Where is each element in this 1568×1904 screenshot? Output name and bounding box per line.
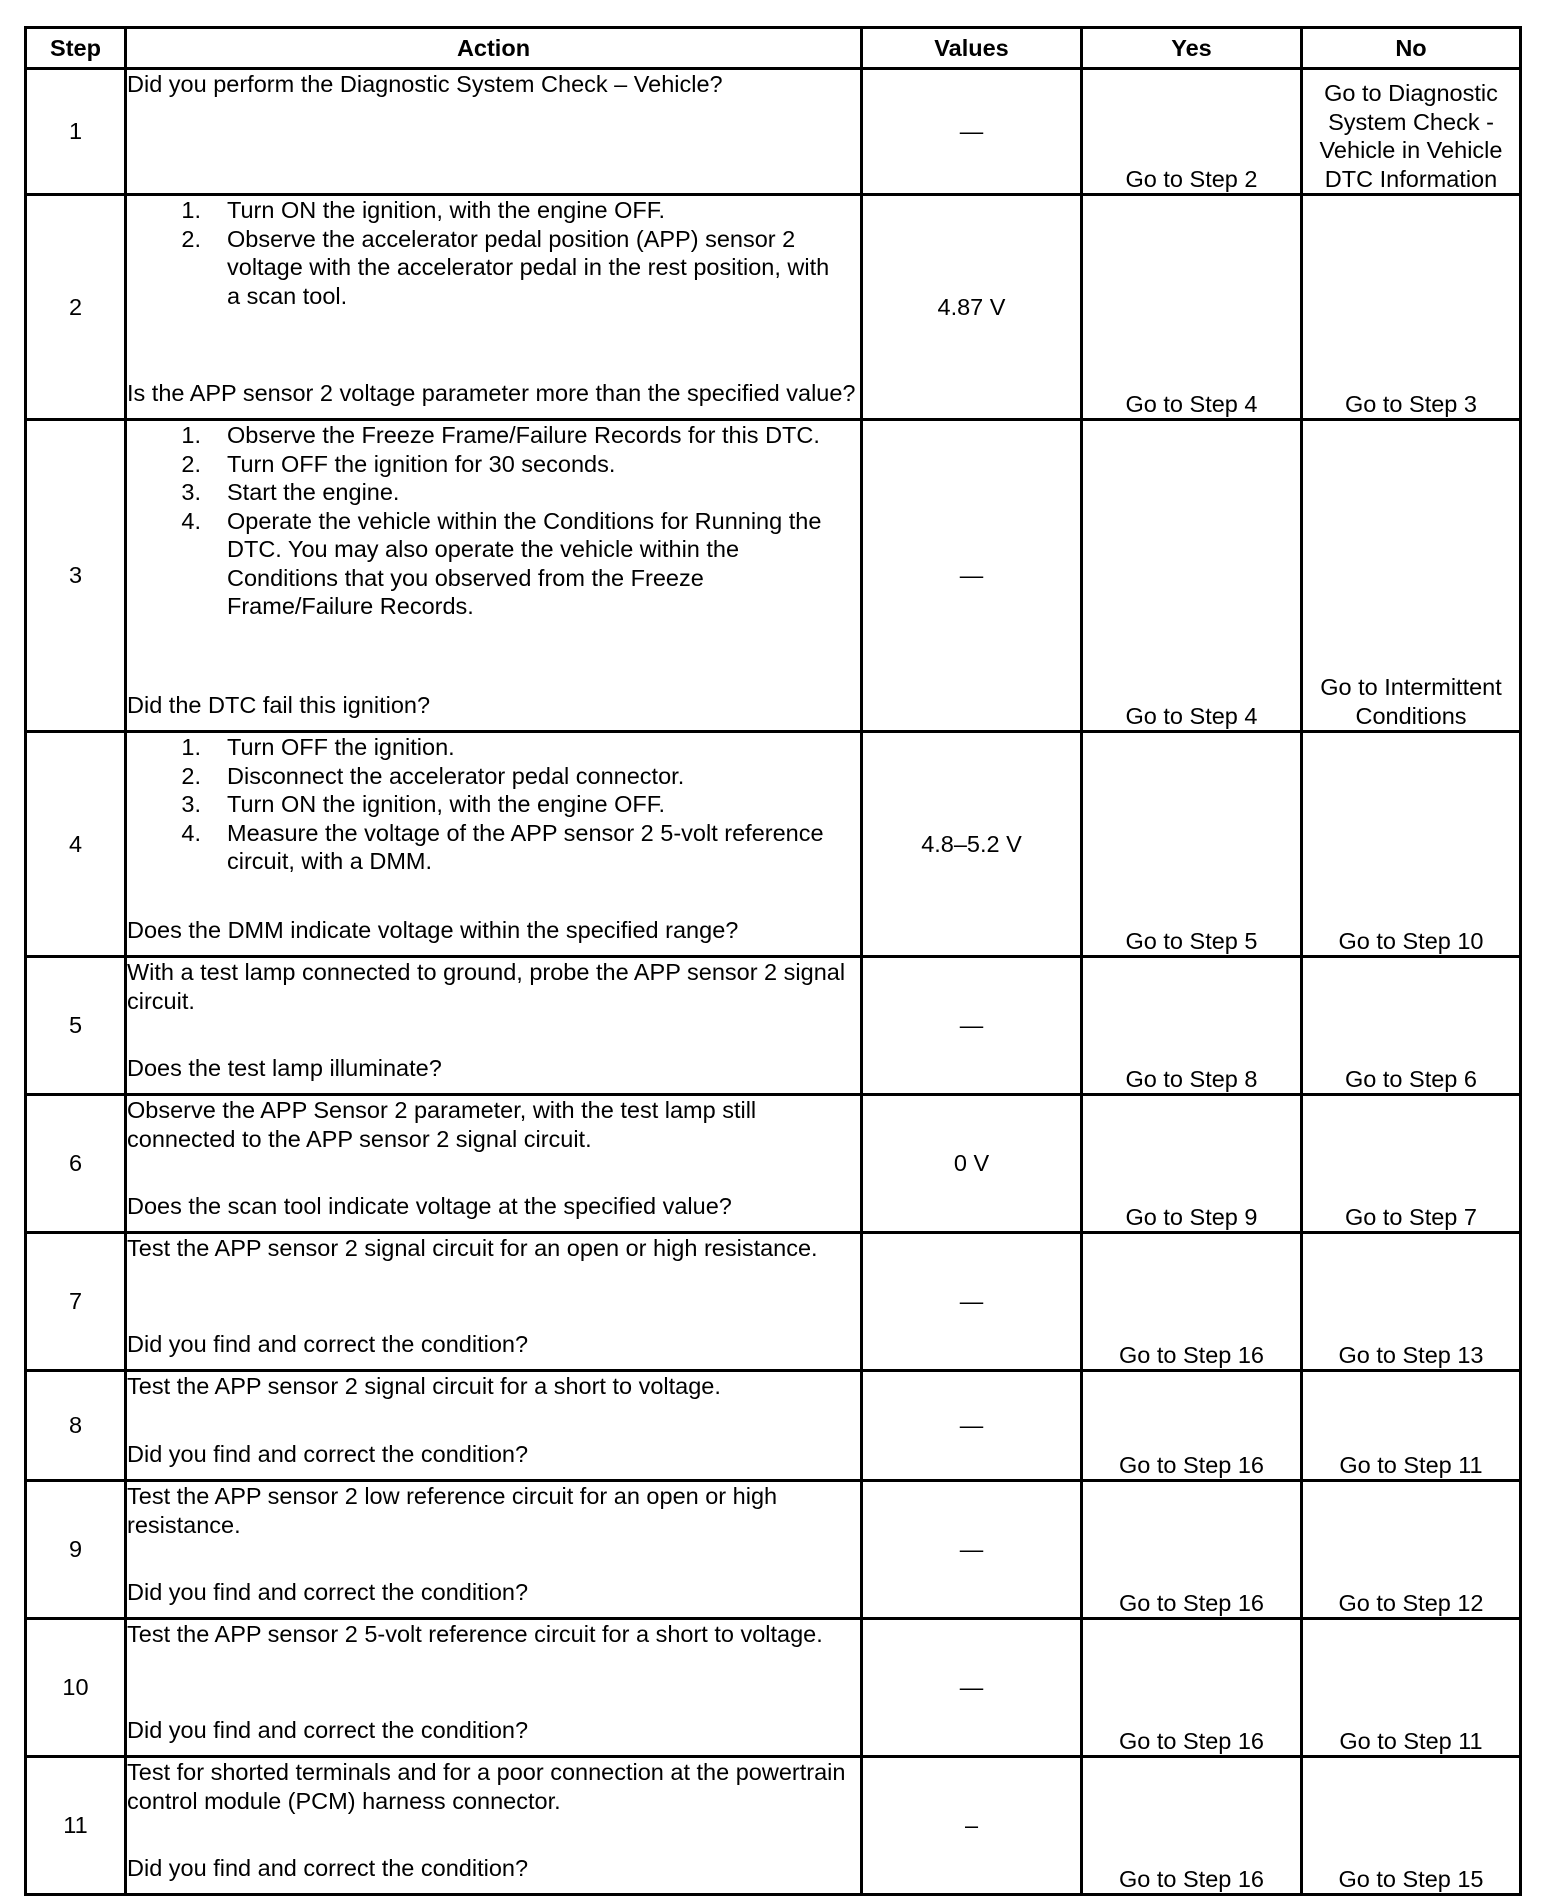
yes-cell: Go to Step 16 — [1082, 1371, 1302, 1481]
no-cell: Go to Step 6 — [1302, 957, 1521, 1095]
table-row — [26, 420, 1521, 732]
value-cell: — — [862, 1233, 1082, 1371]
action-question: Does the DMM indicate voltage within the specified range? — [127, 916, 739, 943]
action-question: Is the APP sensor 2 voltage parameter more than the specified value? — [127, 379, 856, 406]
header-yes: Yes — [1082, 28, 1302, 69]
no-cell: Go to Step 12 — [1302, 1481, 1521, 1619]
action-question: Does the scan tool indicate voltage at the specified value? — [127, 1192, 732, 1219]
header-values: Values — [862, 28, 1082, 69]
no-cell: Go to Step 10 — [1302, 732, 1521, 957]
no-cell: Go to Step 11 — [1302, 1371, 1521, 1481]
table-row — [26, 1619, 1521, 1757]
action-cell — [126, 732, 862, 957]
table-row — [26, 1481, 1521, 1619]
yes-cell: Go to Step 5 — [1082, 732, 1302, 957]
step-number: 2 — [26, 195, 126, 420]
step-number: 1 — [26, 69, 126, 195]
value-cell: — — [862, 69, 1082, 195]
action-cell — [126, 1619, 862, 1757]
action-cell — [126, 69, 862, 195]
header-action: Action — [126, 28, 862, 69]
table-row — [26, 732, 1521, 957]
step-number: 7 — [26, 1233, 126, 1371]
value-cell: 4.8–5.2 V — [862, 732, 1082, 957]
header-row — [26, 28, 1521, 69]
substep-item: 1. Turn OFF the ignition. — [181, 734, 455, 760]
value-cell: — — [862, 1619, 1082, 1757]
no-cell: Go to Step 15 — [1302, 1757, 1521, 1895]
action-intro: Test the APP sensor 2 signal circuit for an open or high resistance. — [127, 1235, 818, 1261]
no-cell: Go to Diagnostic System Check - Vehicle in Vehicle DTC Information — [1302, 69, 1521, 195]
step-number: 8 — [26, 1371, 126, 1481]
step-number: 9 — [26, 1481, 126, 1619]
yes-cell: Go to Step 16 — [1082, 1233, 1302, 1371]
action-cell — [126, 1371, 862, 1481]
action-intro: Test for shorted terminals and for a poor connection at the powertrain control module (PCM) harness connector. — [127, 1759, 846, 1814]
action-question: Did you find and correct the condition? — [127, 1716, 529, 1743]
step-number: 3 — [26, 420, 126, 732]
action-intro: Observe the APP Sensor 2 parameter, with the test lamp still connected to the APP sensor 2 signal circuit. — [127, 1097, 757, 1152]
value-cell: — — [862, 1481, 1082, 1619]
table-row — [26, 195, 1521, 420]
yes-cell: Go to Step 8 — [1082, 957, 1302, 1095]
action-question: Did you find and correct the condition? — [127, 1440, 529, 1467]
no-cell: Go to Intermittent Conditions — [1302, 420, 1521, 732]
step-number: 10 — [26, 1619, 126, 1757]
substep-item: 2. Disconnect the accelerator pedal connector. — [181, 762, 685, 789]
value-cell: — — [862, 957, 1082, 1095]
action-cell — [126, 1095, 862, 1233]
action-question: Did you find and correct the condition? — [127, 1854, 529, 1881]
action-cell — [126, 1233, 862, 1371]
substep-item: 1. Turn ON the ignition, with the engine OFF. — [181, 197, 666, 223]
table-row — [26, 1371, 1521, 1481]
action-intro: With a test lamp connected to ground, probe the APP sensor 2 signal circuit. — [127, 959, 846, 1014]
value-cell: — — [862, 420, 1082, 732]
table-row — [26, 1757, 1521, 1895]
substep-item: 4. Measure the voltage of the APP sensor 2 5-volt reference circuit, with a DMM. — [181, 819, 824, 874]
action-intro: Test the APP sensor 2 signal circuit for a short to voltage. — [127, 1373, 721, 1399]
yes-cell: Go to Step 9 — [1082, 1095, 1302, 1233]
substep-list — [127, 421, 860, 621]
action-cell — [126, 1481, 862, 1619]
table-row — [26, 69, 1521, 195]
action-intro: Test the APP sensor 2 low reference circuit for an open or high resistance. — [127, 1483, 778, 1538]
substep-item: 1. Observe the Freeze Frame/Failure Records for this DTC. — [181, 422, 820, 448]
action-cell — [126, 1757, 862, 1895]
substep-list — [127, 196, 860, 310]
value-cell: 0 V — [862, 1095, 1082, 1233]
no-cell: Go to Step 13 — [1302, 1233, 1521, 1371]
substep-item: 4. Operate the vehicle within the Conditions for Running the DTC. You may also operate the vehicle within the Conditions that you observed from the Freeze Frame/Failure Records. — [181, 507, 822, 619]
action-question: Did the DTC fail this ignition? — [127, 691, 431, 718]
table-row — [26, 1233, 1521, 1371]
value-cell: – — [862, 1757, 1082, 1895]
action-question: Does the test lamp illuminate? — [127, 1054, 442, 1081]
action-question: Did you find and correct the condition? — [127, 1578, 529, 1605]
action-question: Did you find and correct the condition? — [127, 1330, 529, 1357]
yes-cell: Go to Step 16 — [1082, 1619, 1302, 1757]
action-cell — [126, 420, 862, 732]
yes-cell: Go to Step 4 — [1082, 420, 1302, 732]
header-no: No — [1302, 28, 1521, 69]
table-row — [26, 1095, 1521, 1233]
diagnostic-table — [24, 26, 1522, 1896]
step-number: 5 — [26, 957, 126, 1095]
yes-cell: Go to Step 16 — [1082, 1757, 1302, 1895]
value-cell: — — [862, 1371, 1082, 1481]
no-cell: Go to Step 11 — [1302, 1619, 1521, 1757]
step-number: 11 — [26, 1757, 126, 1895]
action-intro: Did you perform the Diagnostic System Check – Vehicle? — [127, 71, 723, 97]
action-cell — [126, 957, 862, 1095]
yes-cell: Go to Step 16 — [1082, 1481, 1302, 1619]
table-row — [26, 957, 1521, 1095]
action-cell — [126, 195, 862, 420]
substep-item: 2. Observe the accelerator pedal position (APP) sensor 2 voltage with the accelerator pedal in the rest position, with a scan tool. — [181, 225, 830, 309]
substep-item: 2. Turn OFF the ignition for 30 seconds. — [181, 450, 616, 477]
yes-cell: Go to Step 4 — [1082, 195, 1302, 420]
no-cell: Go to Step 3 — [1302, 195, 1521, 420]
yes-cell: Go to Step 2 — [1082, 69, 1302, 195]
value-cell: 4.87 V — [862, 195, 1082, 420]
substep-item: 3. Start the engine. — [181, 479, 400, 505]
action-intro: Test the APP sensor 2 5-volt reference circuit for a short to voltage. — [127, 1621, 823, 1647]
header-step: Step — [26, 28, 126, 69]
substep-item: 3. Turn ON the ignition, with the engine OFF. — [181, 791, 666, 817]
step-number: 4 — [26, 732, 126, 957]
step-number: 6 — [26, 1095, 126, 1233]
substep-list — [127, 733, 860, 876]
table-body — [26, 69, 1521, 1895]
no-cell: Go to Step 7 — [1302, 1095, 1521, 1233]
